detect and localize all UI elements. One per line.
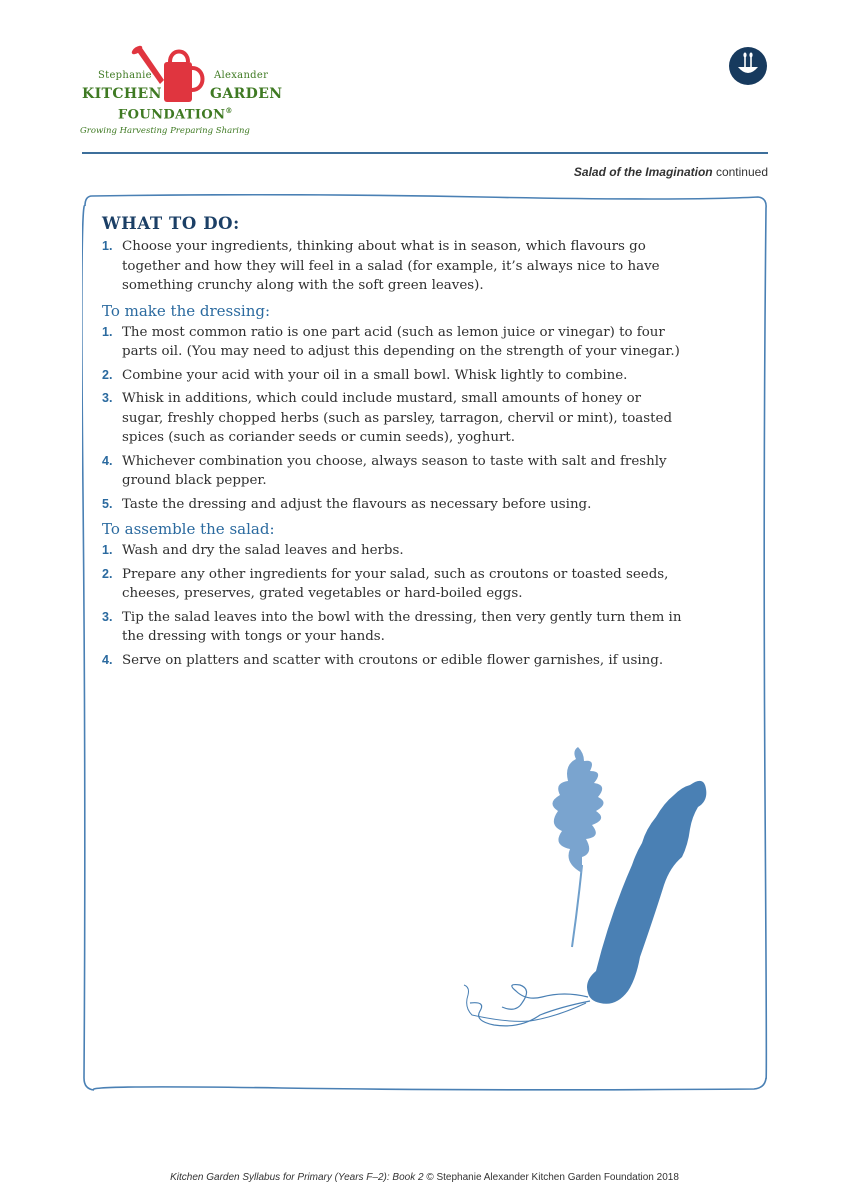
step-number: 1. [102,543,113,557]
step-text: Choose your ingredients, thinking about what is in season, which flavours go together and how they will feel in a salad (for example, it’s always nice to have something crunchy along with the soft green leaves). [122,239,660,293]
running-head-title: Salad of the Imagination [573,165,713,179]
header-rule [82,152,768,154]
what-to-do-list [102,237,682,296]
step-text: Tip the salad leaves into the bowl with the dressing, then very gently turn them in the dressing with tongs or your hands. [122,609,682,644]
step-number: 3. [102,609,113,624]
step-number: 2. [102,566,113,581]
step-number: 4. [102,453,113,468]
list-item [102,237,682,296]
step-number: 5. [102,496,113,511]
list-item [102,541,682,561]
step-text: Wash and dry the salad leaves and herbs. [122,543,404,558]
list-item [102,389,682,448]
list-item [102,495,682,515]
list-item [102,651,682,671]
logo-word-kitchen: KITCHEN [82,86,162,102]
list-item [102,565,682,604]
step-number: 1. [102,324,113,339]
step-text: Whisk in additions, which could include mustard, small amounts of honey or sugar, freshly chopped herbs (such as parsley, tarragon, chervil or mint), toasted spices (such as coriander seeds or cumin seeds), yoghurt. [122,391,673,445]
step-number: 1. [102,239,113,253]
assemble-heading: To assemble the salad: [102,520,275,538]
footer-title: Kitchen Garden Syllabus for Primary (Years F–2): Book 2 [170,1172,424,1183]
foundation-logo [78,44,293,144]
step-text: Combine your acid with your oil in a small bowl. Whisk lightly to combine. [122,367,628,383]
step-text: Serve on platters and scatter with croutons or edible flower garnishes, if using. [122,652,664,668]
step-number: 3. [102,391,113,405]
step-number: 2. [102,367,113,382]
list-item [102,608,682,647]
step-number: 4. [102,652,113,667]
logo-word-garden: GARDEN [210,86,283,102]
assemble-steps-list [102,541,682,670]
bowl-utensils-icon [728,46,768,86]
logo-word-foundation: FOUNDATION® [118,106,233,123]
footer-copyright: © Stephanie Alexander Kitchen Garden Foundation 2018 [423,1172,679,1183]
page-footer [0,1172,849,1183]
list-item [102,323,682,362]
list-item [102,452,682,491]
logo-tagline: Growing Harvesting Preparing Sharing [80,126,250,136]
running-head [574,165,768,179]
step-text: Taste the dressing and adjust the flavours as necessary before using. [122,496,592,512]
what-to-do-heading: WHAT TO DO: [102,214,240,233]
step-text: Whichever combination you choose, always season to taste with salt and freshly ground black pepper. [122,453,667,488]
logo-word-stephanie: Stephanie [98,70,152,81]
dressing-steps-list [102,323,682,515]
recipe-instructions [102,214,682,674]
logo-word-alexander: Alexander [214,70,269,81]
list-item [102,366,682,386]
step-text: Prepare any other ingredients for your salad, such as croutons or toasted seeds, cheeses, preserves, grated vegetables or hard-boiled eggs. [122,566,669,601]
carrot-and-leaf-illustration [460,745,720,1045]
running-head-suffix: continued [712,165,768,179]
registered-mark: ® [225,106,233,115]
dressing-heading: To make the dressing: [102,301,271,320]
step-text: The most common ratio is one part acid (such as lemon juice or vinegar) to four parts oil. (You may need to adjust this depending on the strength of your vinegar.) [122,324,680,359]
